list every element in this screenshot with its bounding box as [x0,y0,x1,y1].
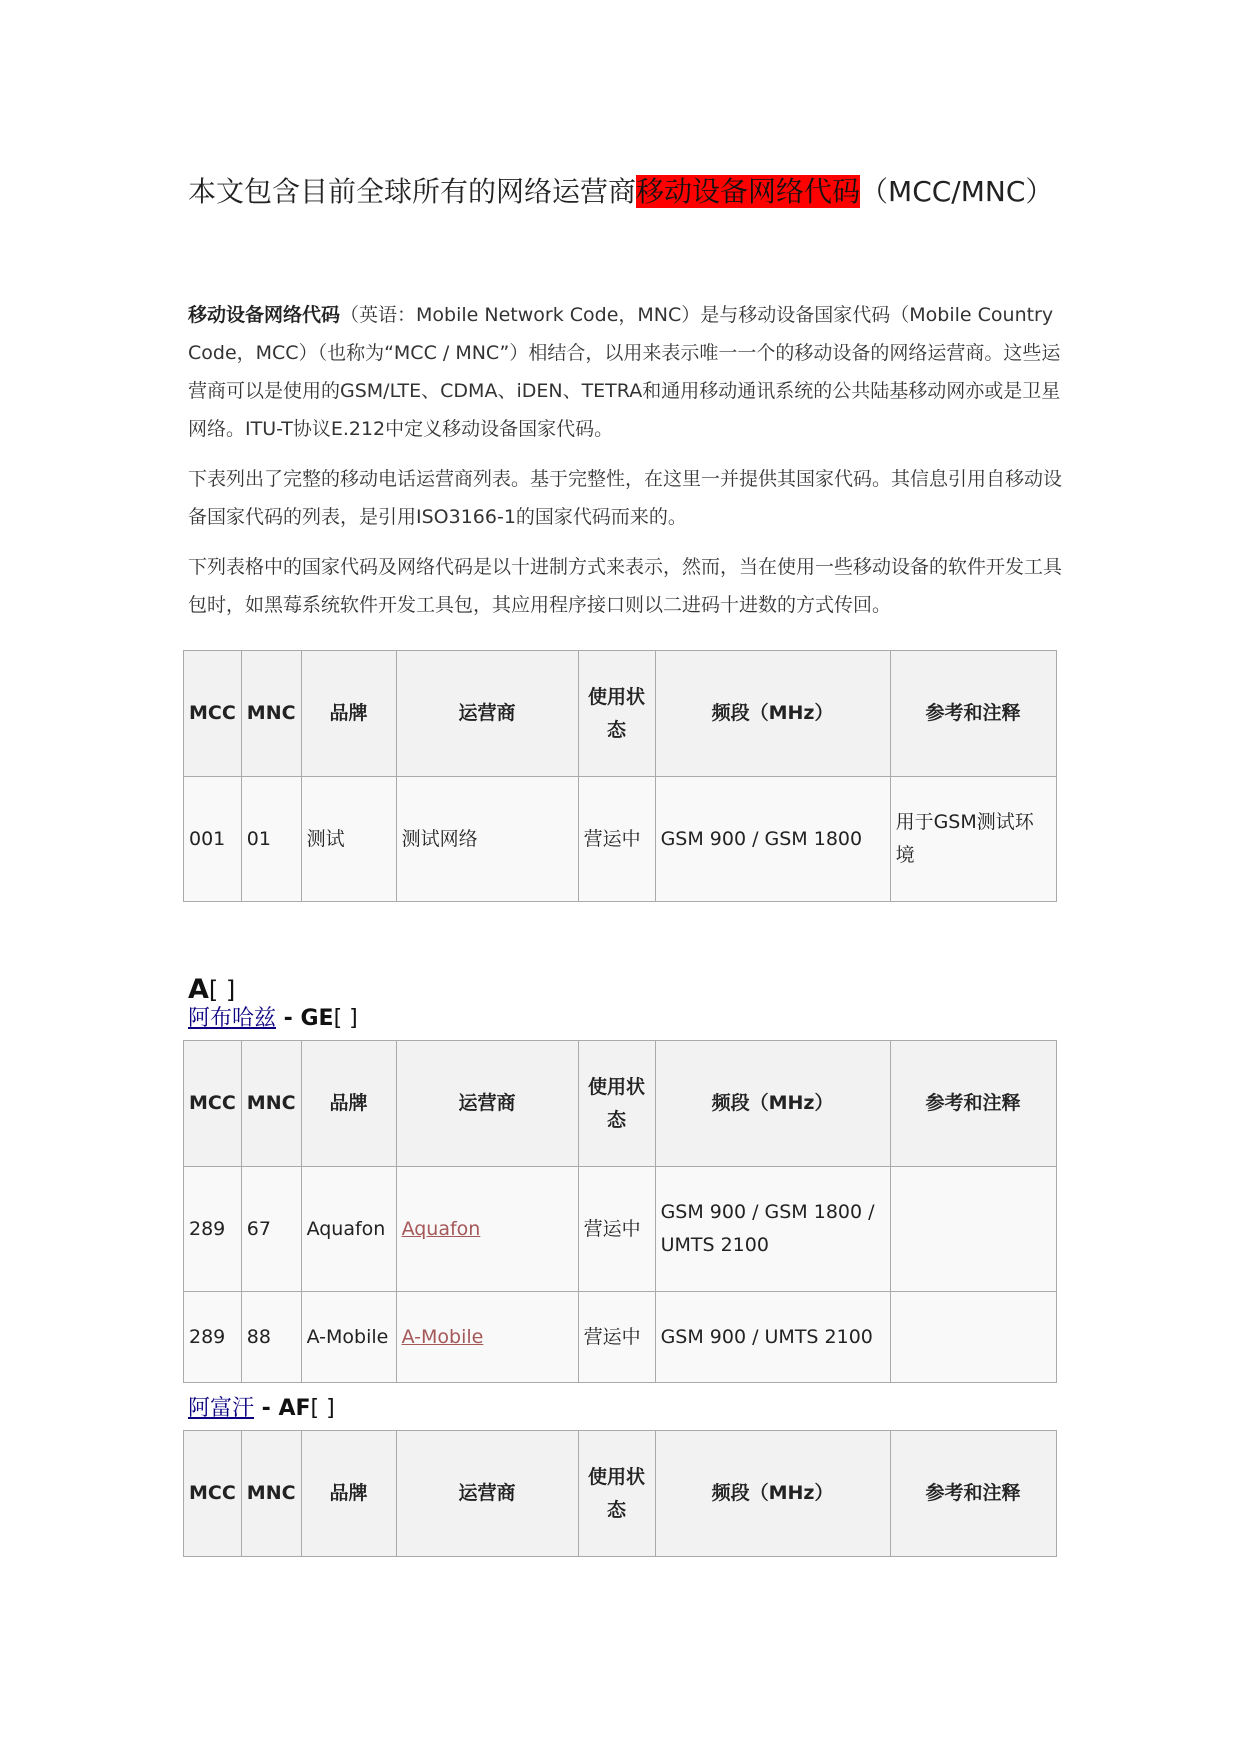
header-mnc: MNC [241,651,301,777]
table-row [184,1292,1057,1383]
country-link-afghanistan[interactable]: 阿富汗 [188,1396,255,1421]
cell-operator [396,1167,578,1292]
title-prefix: 本文包含目前全球所有的网络运营商 [188,175,637,208]
country-edit-link[interactable]: [ ] [333,1006,358,1031]
title-highlight: 移动设备网络代码 [636,175,861,208]
cell-mnc: 88 [241,1292,301,1383]
cell-mcc: 289 [184,1292,242,1383]
table-header-row [184,651,1057,777]
country-code: - GE [276,1006,334,1031]
intro-term: 移动设备网络代码 [188,304,341,326]
cell-brand: A-Mobile [301,1292,396,1383]
cell-status: 营运中 [578,1167,655,1292]
header-band: 频段（MHz） [655,651,890,777]
abkhazia-table [183,1040,1057,1383]
country-heading-abkhazia [188,1004,358,1034]
table-header-row [184,1431,1057,1557]
country-link-abkhazia[interactable]: 阿布哈兹 [188,1006,277,1031]
cell-notes: 用于GSM测试环境 [890,777,1056,902]
cell-notes [890,1292,1056,1383]
header-mnc: MNC [241,1041,301,1167]
table-row [184,1167,1057,1292]
cell-brand: Aquafon [301,1167,396,1292]
cell-mcc: 289 [184,1167,242,1292]
cell-operator [396,1292,578,1383]
header-status: 使用状态 [578,1041,655,1167]
header-brand: 品牌 [301,651,396,777]
header-notes: 参考和注释 [890,1431,1056,1557]
header-mcc: MCC [184,1041,242,1167]
header-brand: 品牌 [301,1431,396,1557]
cell-band: GSM 900 / UMTS 2100 [655,1292,890,1383]
cell-band: GSM 900 / GSM 1800 [655,777,890,902]
intro-text [188,296,1063,636]
section-heading-a: A[ ] [188,974,236,1005]
intro-paragraph-2: 下表列出了完整的移动电话运营商列表。基于完整性，在这里一并提供其国家代码。其信息引用自移动设备国家代码的列表，是引用ISO3166-1的国家代码而来的。 [188,468,1063,528]
header-mcc: MCC [184,1431,242,1557]
title-suffix: （MCC/MNC） [860,175,1054,208]
cell-notes [890,1167,1056,1292]
header-brand: 品牌 [301,1041,396,1167]
document-title [188,172,1088,212]
header-operator: 运营商 [396,1041,578,1167]
header-status: 使用状态 [578,1431,655,1557]
header-mcc: MCC [184,651,242,777]
header-notes: 参考和注释 [890,1041,1056,1167]
header-operator: 运营商 [396,1431,578,1557]
country-code: - AF [254,1396,311,1421]
intro-paragraph-3: 下列表格中的国家代码及网络代码是以十进制方式来表示，然而，当在使用一些移动设备的软件开发工具包时，如黑莓系统软件开发工具包，其应用程序接口则以二进码十进数的方式传回。 [188,556,1063,616]
cell-status: 营运中 [578,1292,655,1383]
header-operator: 运营商 [396,651,578,777]
header-band: 频段（MHz） [655,1431,890,1557]
cell-operator: 测试网络 [396,777,578,902]
cell-status: 营运中 [578,777,655,902]
cell-mcc: 001 [184,777,242,902]
operator-link-a-mobile[interactable]: A-Mobile [401,1325,484,1348]
header-band: 频段（MHz） [655,1041,890,1167]
header-notes: 参考和注释 [890,651,1056,777]
header-status: 使用状态 [578,651,655,777]
afghanistan-table [183,1430,1057,1557]
country-heading-afghanistan [188,1394,335,1424]
header-mnc: MNC [241,1431,301,1557]
cell-brand: 测试 [301,777,396,902]
section-edit-link[interactable]: [ ] [208,976,236,1004]
cell-mnc: 67 [241,1167,301,1292]
cell-band: GSM 900 / GSM 1800 / UMTS 2100 [655,1167,890,1292]
test-network-table [183,650,1057,902]
operator-link-aquafon[interactable]: Aquafon [401,1217,481,1240]
table-row [184,777,1057,902]
table-header-row [184,1041,1057,1167]
intro-paragraph-1: 移动设备网络代码（英语：Mobile Network Code，MNC）是与移动设备国家代码（Mobile Country Code，MCC）（也称为“MCC / MNC”）相结合，以用来表示唯一一个的移动设备的网络运营商。这些运营商可以是使用的GSM/LTE、CDMA、iDEN、TETRA和通用移动通讯系统的公共陆基移动网亦或是卫星网络。ITU-T协议E.212中定义移动设备国家代码。 [188,304,1061,440]
country-edit-link[interactable]: [ ] [310,1396,335,1421]
cell-mnc: 01 [241,777,301,902]
